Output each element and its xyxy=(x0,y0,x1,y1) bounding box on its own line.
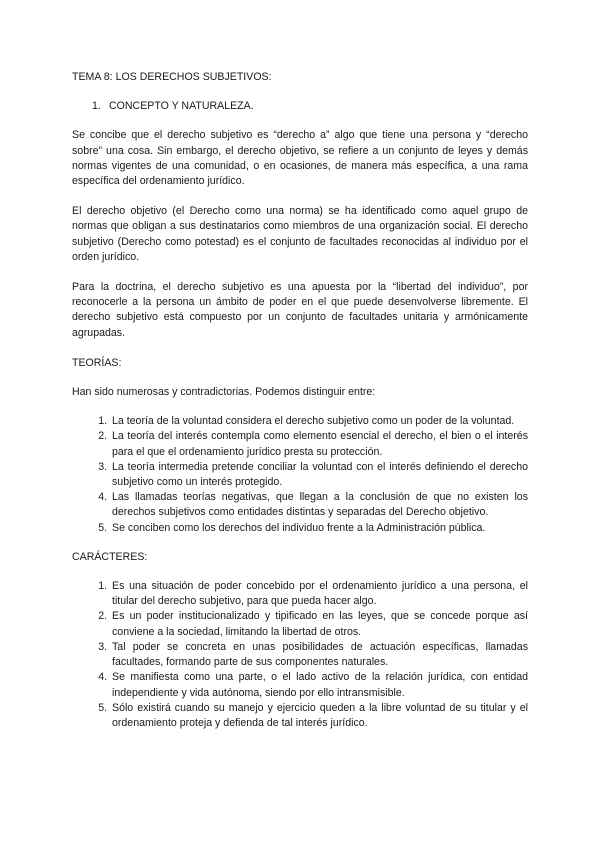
paragraph-3: Para la doctrina, el derecho subjetivo es una apuesta por la “libertad del individuo”, por reconocerle a la persona un ámbito de poder en el que puede desenvolverse libremente. El derecho subjetivo está compuesto por un conjunto de facultades unitaria y armónicamente agrupadas. xyxy=(72,281,528,339)
list-item: 2. Es un poder institucionalizado y tipificado en las leyes, que se concede porque así conviene a la sociedad, limitando la libertad de otros. xyxy=(110,609,528,639)
list-item: 5. Sólo existirá cuando su manejo y ejercicio queden a la libre voluntad de su titular y el ordenamiento proteja y defienda de tal interés jurídico. xyxy=(110,701,528,731)
list-item: 1. La teoría de la voluntad considera el derecho subjetivo como un poder de la voluntad. xyxy=(110,414,528,429)
list-item: 3. Tal poder se concreta en unas posibilidades de actuación específicas, llamadas facultades, formando parte de sus componentes naturales. xyxy=(110,640,528,670)
list-item: 2. La teoría del interés contempla como elemento esencial el derecho, el bien o el interés para el que el ordenamiento jurídico presta su protección. xyxy=(110,429,528,459)
section-title: CONCEPTO Y NATURALEZA. xyxy=(109,100,254,113)
paragraph-2: El derecho objetivo (el Derecho como una norma) se ha identificado como aquel grupo de normas que obligan a sus destinatarios como miembros de una organización social. El derecho subjetivo (Derecho como potestad) es el conjunto de facultades reconocidas al individuo por el orden jurídico. xyxy=(72,205,528,263)
document-title: TEMA 8: LOS DERECHOS SUBJETIVOS: xyxy=(72,71,272,83)
caracteres-list xyxy=(72,579,528,731)
list-item: 3. La teoría intermedia pretende conciliar la voluntad con el interés definiendo el derecho subjetivo como un interés protegido. xyxy=(110,460,528,490)
list-item: 4. Las llamadas teorías negativas, que llegan a la conclusión de que no existen los derechos subjetivos como entidades distintas y separadas del Derecho objetivo. xyxy=(110,490,528,520)
list-item: 1. Es una situación de poder concebido por el ordenamiento jurídico a una persona, el titular del derecho subjetivo, para que pueda hacer algo. xyxy=(110,579,528,609)
caracteres-heading: CARÁCTERES: xyxy=(72,550,148,563)
paragraph-1: Se concibe que el derecho subjetivo es “derecho a” algo que tiene una persona y “derecho sobre” una cosa. Sin embargo, el derecho objetivo, se refiere a un conjunto de leyes y demás normas vigentes de una comunidad, o en ocasiones, de manera más específica, a una rama específica del ordenamiento jurídico. xyxy=(72,129,528,188)
teorias-list xyxy=(72,414,528,536)
list-item: 4. Se manifiesta como una parte, o el lado activo de la relación jurídica, con entidad independiente y vida autónoma, siendo por ello intransmisible. xyxy=(110,670,528,700)
section-number: 1. xyxy=(92,100,101,113)
teorias-heading: TEORÍAS: xyxy=(72,356,122,369)
list-item: 5. Se conciben como los derechos del individuo frente a la Administración pública. xyxy=(110,521,528,536)
section-heading xyxy=(72,99,528,114)
teorias-intro: Han sido numerosas y contradictorias. Podemos distinguir entre: xyxy=(72,386,376,399)
